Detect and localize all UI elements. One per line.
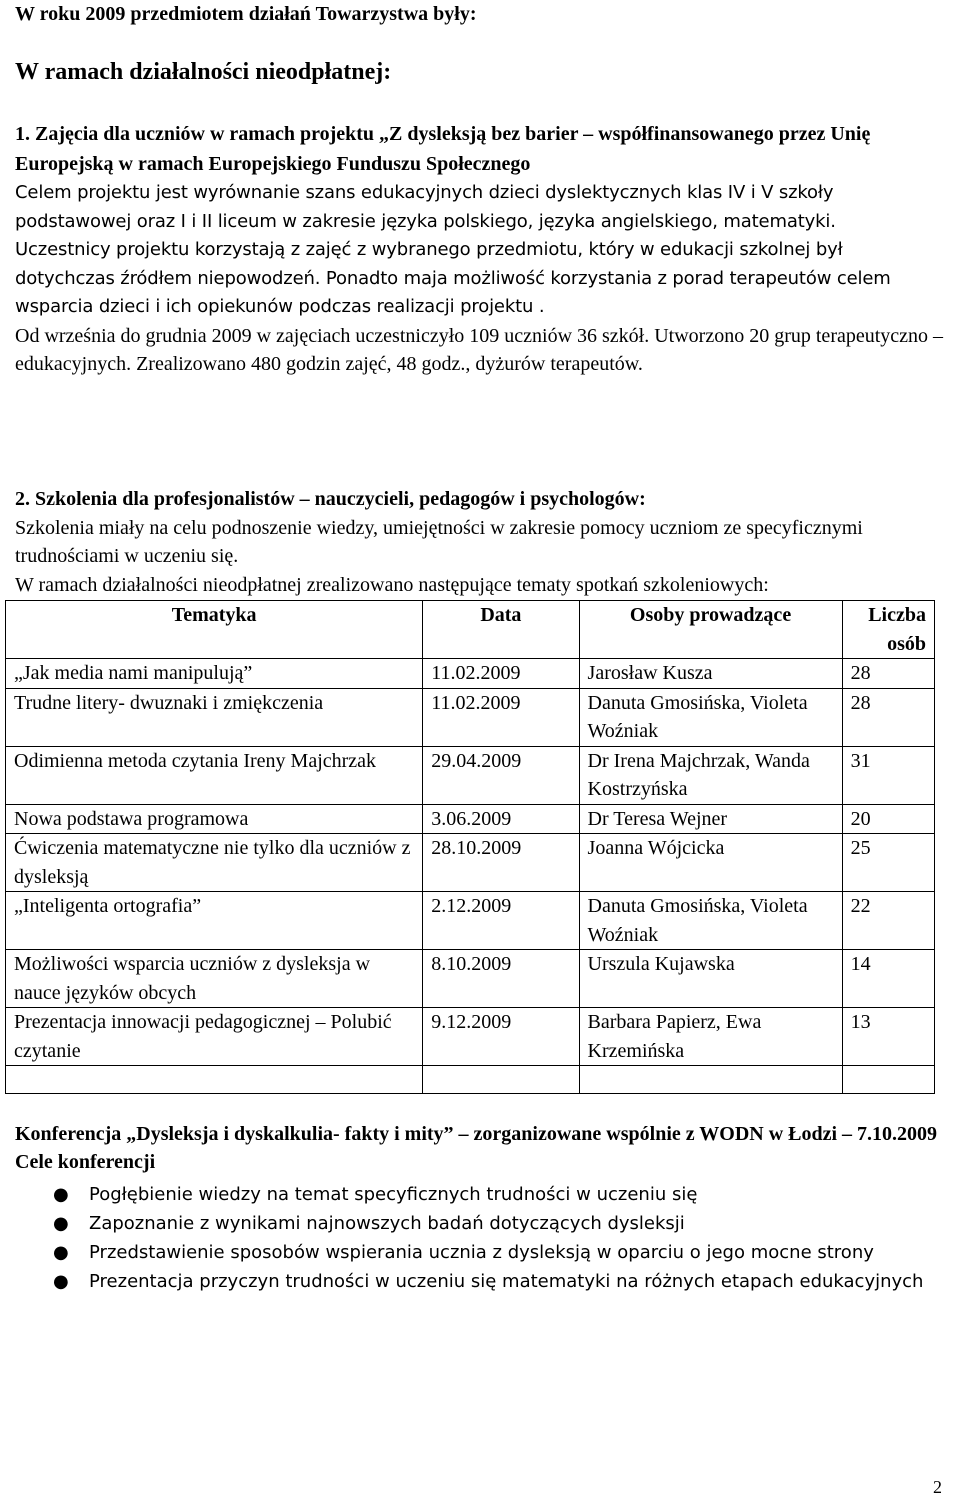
conference-subtitle: Cele konferencji — [15, 1151, 156, 1173]
cell-date: 11.02.2009 — [423, 659, 579, 689]
list-item-text: Pogłębienie wiedzy na temat specyficznych trudności w uczeniu się — [89, 1184, 698, 1205]
cell-date: 28.10.2009 — [423, 834, 579, 892]
cell-presenters: Joanna Wójcicka — [579, 834, 842, 892]
trainings-table — [5, 600, 935, 1094]
cell-count: 20 — [842, 804, 934, 834]
cell-topic — [6, 1066, 423, 1094]
table-row — [6, 746, 935, 804]
cell-topic: Trudne litery- dwuznaki i zmiękczenia — [6, 688, 423, 746]
table-row — [6, 688, 935, 746]
section-1 — [15, 119, 945, 379]
table-row — [6, 892, 935, 950]
cell-presenters: Dr Teresa Wejner — [579, 804, 842, 834]
bullet-icon: ● — [53, 1213, 69, 1234]
section-2-title: 2. Szkolenia dla profesjonalistów – nauczycieli, pedagogów i psychologów: — [15, 488, 646, 510]
cell-count: 13 — [842, 1008, 934, 1066]
cell-topic: Możliwości wsparcia uczniów z dysleksja w nauce języków obcych — [6, 950, 423, 1008]
cell-date: 29.04.2009 — [423, 746, 579, 804]
cell-date: 3.06.2009 — [423, 804, 579, 834]
list-item — [15, 1209, 945, 1238]
section-heading: W ramach działalności nieodpłatnej: — [15, 59, 392, 85]
section-2-paragraph-1: Szkolenia miały na celu podnoszenie wiedzy, umiejętności w zakresie pomocy uczniom ze specyficznymi trudnościami w uczeniu się. — [15, 516, 863, 567]
cell-topic: „Jak media nami manipulują” — [6, 659, 423, 689]
cell-count: 14 — [842, 950, 934, 1008]
table-row-empty — [6, 1066, 935, 1094]
table-row — [6, 804, 935, 834]
list-item — [15, 1267, 945, 1296]
cell-presenters: Urszula Kujawska — [579, 950, 842, 1008]
cell-presenters: Danuta Gmosińska, Violeta Woźniak — [579, 892, 842, 950]
cell-date: 9.12.2009 — [423, 1008, 579, 1066]
cell-presenters: Jarosław Kusza — [579, 659, 842, 689]
header-date: Data — [423, 601, 579, 659]
conference-title: Konferencja „Dysleksja i dyskalkulia- fakty i mity” – zorganizowane wspólnie z WODN w Łodzi – 7.10.2009 — [15, 1123, 938, 1145]
cell-topic: Nowa podstawa programowa — [6, 804, 423, 834]
cell-presenters: Barbara Papierz, Ewa Krzemińska — [579, 1008, 842, 1066]
cell-presenters: Dr Irena Majchrzak, Wanda Kostrzyńska — [579, 746, 842, 804]
cell-date: 11.02.2009 — [423, 688, 579, 746]
header-presenters: Osoby prowadzące — [579, 601, 842, 659]
cell-topic: Prezentacja innowacji pedagogicznej – Polubić czytanie — [6, 1008, 423, 1066]
cell-date: 8.10.2009 — [423, 950, 579, 1008]
bullet-icon: ● — [53, 1184, 69, 1205]
cell-topic: Odimienna metoda czytania Ireny Majchrzak — [6, 746, 423, 804]
table-row — [6, 1008, 935, 1066]
cell-count: 31 — [842, 746, 934, 804]
section-2-paragraph-2: W ramach działalności nieodpłatnej zrealizowano następujące tematy spotkań szkoleniowych: — [15, 573, 769, 596]
cell-topic: „Inteligenta ortografia” — [6, 892, 423, 950]
cell-count — [842, 1066, 934, 1094]
bullet-icon: ● — [53, 1242, 69, 1263]
list-item — [15, 1180, 945, 1209]
header-count: Liczba osób — [842, 601, 934, 659]
bullet-icon: ● — [53, 1271, 69, 1292]
table-row — [6, 950, 935, 1008]
page-number: 2 — [933, 1477, 942, 1497]
cell-count: 28 — [842, 688, 934, 746]
conference-section — [15, 1120, 945, 1296]
list-item-text: Zapoznanie z wynikami najnowszych badań dotyczących dysleksji — [89, 1213, 685, 1234]
cell-presenters: Danuta Gmosińska, Violeta Woźniak — [579, 688, 842, 746]
section-1-paragraph-2: Uczestnicy projektu korzystają z zajęć z wybranego przedmiotu, który w edukacji szkolnej był dotychczas źródłem niepowodzeń. Ponadto maja możliwość korzystania z porad terapeutów celem wsparcia dzieci i ich opiekunów podczas realizacji projektu . — [15, 239, 891, 317]
cell-date — [423, 1066, 579, 1094]
table-header-row — [6, 601, 935, 659]
table-row — [6, 659, 935, 689]
section-1-paragraph-3: Od września do grudnia 2009 w zajęciach uczestniczyło 109 uczniów 36 szkół. Utworzono 20 grup terapeutyczno – edukacyjnych. Zrealizowano 480 godzin zajęć, 48 godz., dyżurów terapeutów. — [15, 324, 944, 375]
section-2 — [15, 485, 945, 599]
list-item-text: Przedstawienie sposobów wspierania ucznia z dysleksją w oparciu o jego mocne strony — [89, 1242, 874, 1263]
document-heading: W roku 2009 przedmiotem działań Towarzystwa były: — [15, 3, 477, 25]
cell-presenters — [579, 1066, 842, 1094]
list-item-text: Prezentacja przyczyn trudności w uczeniu się matematyki na różnych etapach edukacyjnych — [89, 1271, 924, 1292]
cell-count: 25 — [842, 834, 934, 892]
cell-count: 28 — [842, 659, 934, 689]
list-item — [15, 1238, 945, 1267]
section-1-title: 1. Zajęcia dla uczniów w ramach projektu „Z dysleksją bez barier – współfinansowanego przez Unię Europejską w ramach Europejskiego Funduszu Społecznego — [15, 123, 871, 175]
conference-goals-list — [15, 1180, 945, 1296]
cell-count: 22 — [842, 892, 934, 950]
cell-topic: Ćwiczenia matematyczne nie tylko dla uczniów z dysleksją — [6, 834, 423, 892]
section-1-paragraph-1: Celem projektu jest wyrównanie szans edukacyjnych dzieci dyslektycznych klas IV i V szkoły podstawowej oraz I i II liceum w zakresie języka polskiego, języka angielskiego, matematyki. — [15, 182, 836, 232]
header-topic: Tematyka — [6, 601, 423, 659]
cell-date: 2.12.2009 — [423, 892, 579, 950]
table-row — [6, 834, 935, 892]
